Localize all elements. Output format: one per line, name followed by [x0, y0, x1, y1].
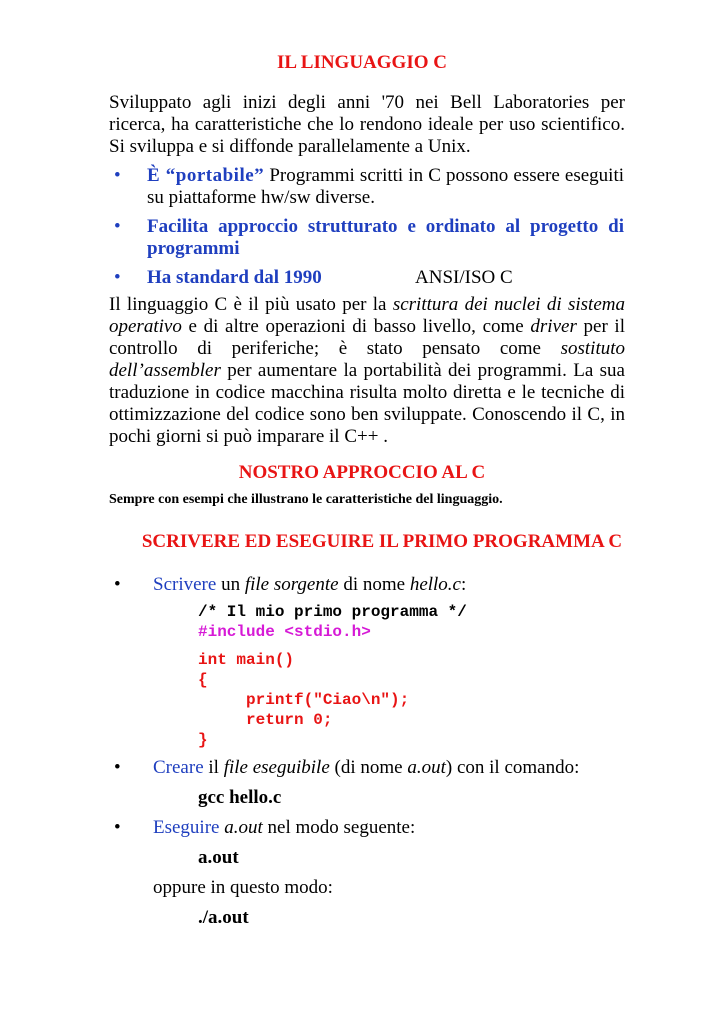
text-run: un [216, 574, 245, 595]
text-run: (di nome [329, 757, 408, 778]
bullet-marker: • [114, 165, 121, 186]
text-run: ) con il comando: [445, 757, 580, 778]
text-run-italic: file sorgente [244, 574, 339, 595]
command-gcc: gcc hello.c [198, 787, 282, 808]
step-verb: Scrivere [153, 574, 217, 595]
bullet-head: È “portabile” [147, 165, 265, 186]
text-run-italic: a.out [224, 817, 263, 838]
text-run: nel modo seguente: [262, 817, 416, 838]
step-write [153, 574, 466, 596]
text-run: di nome [338, 574, 410, 595]
intro-paragraph: Sviluppato agli inizi degli anni '70 nei Bell Laboratories per ricerca, ha caratteristiche che lo rendono ideale per uso scientifico. Si sviluppa e si diffonde parallelamente a Unix. [109, 92, 625, 157]
text-run-italic: sostituto dell’assembler [109, 338, 625, 381]
bullet-portable [147, 165, 624, 209]
command-aout: a.out [198, 847, 239, 868]
text-run: il [203, 757, 224, 778]
step-compile [153, 757, 579, 779]
text-run-italic: scrittura dei nuclei di sistema operativo [109, 294, 625, 337]
step-verb: Eseguire [153, 817, 220, 838]
bullet-marker: • [114, 216, 121, 237]
code-close-brace: } [198, 731, 208, 749]
text-run-italic: hello.c [409, 574, 461, 595]
text-run-italic: file eseguibile [223, 757, 330, 778]
text-run-italic: a.out [407, 757, 446, 778]
bullet-standard-text: ANSI/ISO C [415, 267, 513, 288]
bullet-marker: • [114, 757, 121, 778]
section-title-first-program: SCRIVERE ED ESEGUIRE IL PRIMO PROGRAMMA C [141, 531, 623, 552]
text-run: Il linguaggio C è il più usato per la [109, 294, 393, 315]
command-dot-aout: ./a.out [198, 907, 249, 928]
code-printf: printf("Ciao\n"); [198, 691, 410, 709]
code-open-brace: { [198, 671, 208, 689]
code-return: return 0; [198, 711, 333, 729]
text-run: per il controllo di periferiche; è stato pensato come [109, 316, 625, 359]
code-include: #include <stdio.h> [198, 623, 371, 641]
section-subtitle: Sempre con esempi che illustrano le caratteristiche del linguaggio. [109, 492, 503, 507]
code-comment: /* Il mio primo programma */ [198, 603, 467, 621]
text-run: : [461, 574, 467, 595]
step-run [153, 817, 415, 839]
c-usage-paragraph [109, 294, 625, 448]
code-block [198, 602, 467, 750]
text-run-italic: driver [530, 316, 577, 337]
bullet-marker: • [114, 574, 121, 595]
code-main: int main() [198, 651, 295, 669]
bullet-marker: • [114, 267, 121, 288]
bullet-text: Programmi scritti in C possono essere eseguiti su piattaforme hw/sw diverse. [147, 165, 625, 208]
step-verb: Creare [153, 757, 204, 778]
bullet-structured: Facilita approccio strutturato e ordinato al progetto di programmi [147, 216, 624, 259]
text-run: e di altre operazioni di basso livello, come [181, 316, 531, 337]
bullet-standard-head: Ha standard dal 1990 [147, 267, 322, 288]
section-title-approach: NOSTRO APPROCCIO AL C [238, 462, 486, 483]
bullet-marker: • [114, 817, 121, 838]
alternative-text: oppure in questo modo: [153, 877, 333, 898]
page-title: IL LINGUAGGIO C [277, 52, 447, 73]
text-run: per aumentare la portabilità dei programmi. La sua traduzione in codice macchina risulta molto diretta e le tecniche di ottimizzazione del codice sono ben sviluppate. Conoscendo il C, in pochi giorni si può imparare il C++ . [109, 360, 625, 447]
